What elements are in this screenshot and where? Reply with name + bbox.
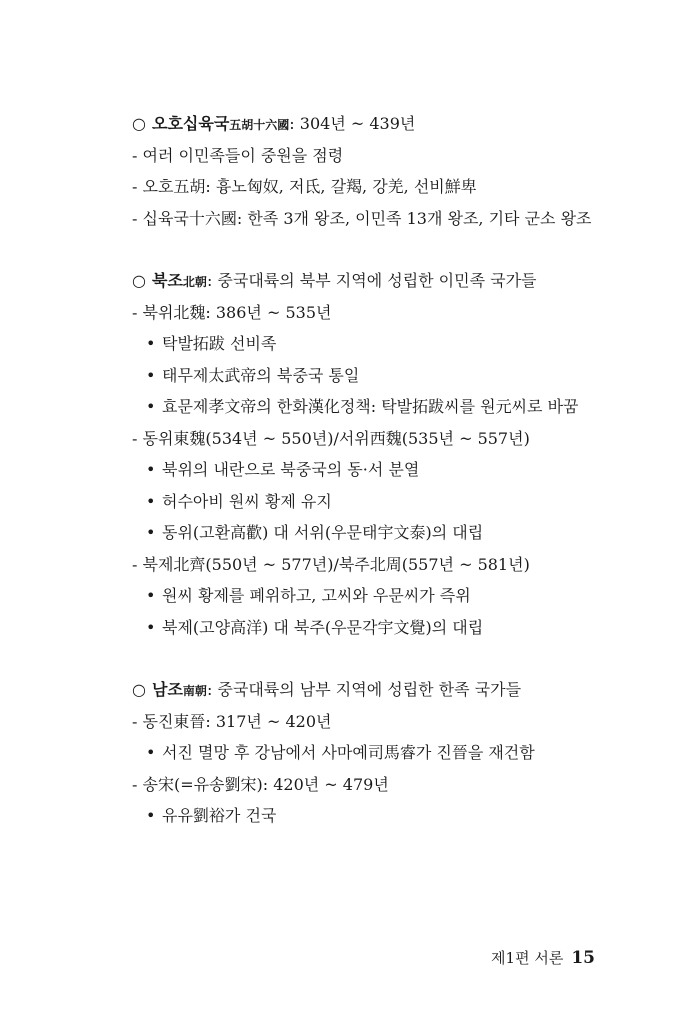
- section-gap: [132, 649, 652, 680]
- dash-item: - 동위東魏(534년 ~ 550년)/서위西魏(535년 ~ 557년): [132, 428, 530, 448]
- page-number: 15: [571, 948, 595, 968]
- section-heading: [132, 114, 652, 146]
- heading-title: 오호십육국: [152, 114, 230, 133]
- bullet-text: 태무제太武帝의 북중국 통일: [162, 365, 360, 385]
- section-gap: [132, 240, 652, 271]
- heading-hanja: 五胡十六國: [229, 118, 290, 132]
- circle-icon: ○: [132, 271, 146, 290]
- heading-hanja: 南朝: [182, 684, 207, 698]
- circle-icon: ○: [132, 680, 146, 699]
- bullet-icon: •: [146, 334, 156, 353]
- bullet-text: 유유劉裕가 건국: [162, 806, 277, 825]
- bullet-icon: •: [146, 365, 156, 385]
- heading-title: 북조: [152, 271, 183, 290]
- bullet-icon: •: [146, 397, 156, 416]
- bullet-item: [132, 618, 652, 650]
- bullet-icon: •: [146, 523, 156, 542]
- heading-description: : 중국대륙의 남부 지역에 성립한 한족 국가들: [206, 680, 522, 699]
- section-heading: [132, 271, 652, 303]
- bullet-icon: •: [146, 491, 156, 511]
- section-heading: [132, 680, 652, 712]
- heading-description: : 중국대륙의 북부 지역에 성립한 이민족 국가들: [206, 271, 537, 290]
- bullet-item: [132, 366, 652, 398]
- bullet-icon: •: [146, 743, 156, 762]
- heading-description: : 304년 ~ 439년: [289, 114, 416, 133]
- bullet-item: [132, 334, 652, 366]
- bullet-icon: •: [146, 586, 156, 605]
- bullet-item: [132, 460, 652, 492]
- bullet-item: [132, 397, 652, 429]
- bullet-item: [132, 492, 652, 524]
- heading-title: 남조: [152, 680, 183, 699]
- dash-item: - 동진東晉: 317년 ~ 420년: [132, 711, 332, 731]
- bullet-text: 허수아비 원씨 황제 유지: [162, 491, 332, 511]
- dash-item: - 십육국十六國: 한족 3개 왕조, 이민족 13개 왕조, 기타 군소 왕조: [132, 208, 592, 228]
- bullet-icon: •: [146, 617, 156, 637]
- bullet-item: [132, 586, 652, 618]
- dash-item: - 북위北魏: 386년 ~ 535년: [132, 302, 332, 322]
- circle-icon: ○: [132, 114, 146, 133]
- document-body: [132, 114, 652, 838]
- bullet-icon: •: [146, 806, 156, 825]
- dash-item: - 오호五胡: 흉노匈奴, 저氐, 갈羯, 강羌, 선비鮮卑: [132, 177, 477, 196]
- bullet-text: 탁발拓跋 선비족: [162, 334, 277, 353]
- heading-hanja: 北朝: [182, 275, 207, 289]
- dash-item: - 송宋(=유송劉宋): 420년 ~ 479년: [132, 774, 389, 794]
- footer-section-label: 제1편 서론: [491, 949, 564, 967]
- bullet-text: 효문제孝文帝의 한화漢化정책: 탁발拓跋씨를 원元씨로 바꿈: [162, 397, 579, 416]
- dash-item: - 북제北齊(550년 ~ 577년)/북주北周(557년 ~ 581년): [132, 554, 530, 574]
- bullet-item: [132, 743, 652, 775]
- bullet-item: [132, 523, 652, 555]
- bullet-text: 원씨 황제를 폐위하고, 고씨와 우문씨가 즉위: [162, 586, 471, 605]
- bullet-text: 동위(고환高歡) 대 서위(우문태宇文泰)의 대립: [162, 523, 484, 542]
- bullet-item: [132, 806, 652, 838]
- bullet-text: 북위의 내란으로 북중국의 동·서 분열: [162, 460, 420, 479]
- bullet-text: 북제(고양高洋) 대 북주(우문각宇文覺)의 대립: [162, 617, 484, 637]
- page-footer: [491, 947, 595, 968]
- bullet-icon: •: [146, 460, 156, 479]
- dash-item: - 여러 이민족들이 중원을 점령: [132, 145, 344, 165]
- bullet-text: 서진 멸망 후 강남에서 사마예司馬睿가 진晉을 재건함: [162, 743, 535, 762]
